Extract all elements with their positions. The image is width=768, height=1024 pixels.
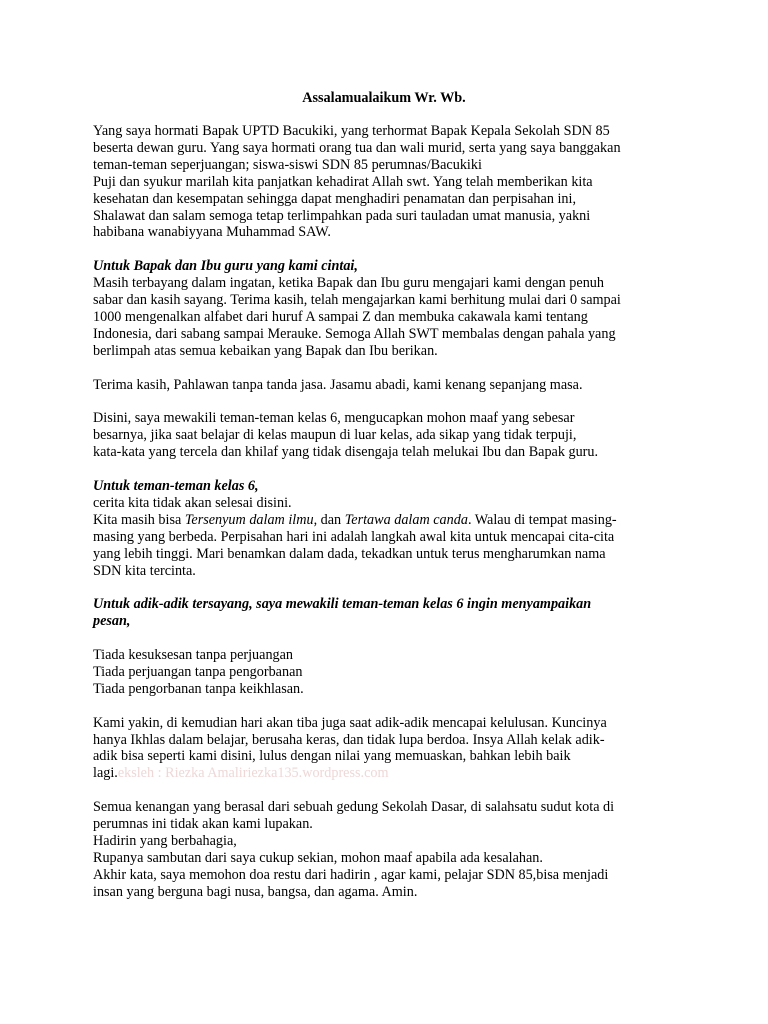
text-line xyxy=(93,512,683,529)
text-line xyxy=(93,765,683,782)
text-line: kata-kata yang tercela dan khilaf yang tidak disengaja telah melukai Ibu dan Bapak guru. xyxy=(93,444,599,461)
text-line: hanya Ikhlas dalam belajar, berusaha keras, dan tidak lupa berdoa. Insya Allah kelak adik- xyxy=(93,731,605,748)
text-line: besarnya, jika saat belajar di kelas maupun di luar kelas, ada sikap yang tidak terpuji, xyxy=(93,427,577,444)
text-line: cerita kita tidak akan selesai disini. xyxy=(93,494,292,511)
text-line: Shalawat dan salam semoga tetap terlimpahkan pada suri tauladan umat manusia, yakni xyxy=(93,207,591,224)
text-line: Kami yakin, di kemudian hari akan tiba juga saat adik-adik mencapai kelulusan. Kuncinya xyxy=(93,714,607,731)
closing-paragraph xyxy=(93,799,683,900)
text-line: Masih terbayang dalam ingatan, ketika Bapak dan Ibu guru mengajari kami dengan penuh xyxy=(93,275,604,292)
poem-line: Tiada perjuangan tanpa pengorbanan xyxy=(93,663,303,680)
text-fragment: . Walau di tempat masing- xyxy=(467,511,617,528)
text-line: SDN kita tercinta. xyxy=(93,562,196,579)
text-line: Indonesia, dari sabang sampai Merauke. Semoga Allah SWT membalas dengan pahala yang xyxy=(93,325,616,342)
italic-phrase: Tersenyum dalam ilmu xyxy=(184,511,314,528)
text-line: sabar dan kasih sayang. Terima kasih, telah mengajarkan kami berhitung mulai dari 0 sampai xyxy=(93,292,621,309)
text-line: adik bisa seperti kami disini, lulus dengan nilai yang memuaskan, bahkan lebih baik xyxy=(93,748,571,765)
poem-line: Tiada pengorbanan tanpa keikhlasan. xyxy=(93,680,304,697)
text-line: Yang saya hormati Bapak UPTD Bacukiki, yang terhormat Bapak Kepala Sekolah SDN 85 xyxy=(93,123,610,139)
text-line: teman-teman seperjuangan; siswa-siswi SDN 85 perumnas/Bacukiki xyxy=(93,156,482,173)
document-title: Assalamualaikum Wr. Wb. xyxy=(302,90,466,106)
text-line: Semua kenangan yang berasal dari sebuah gedung Sekolah Dasar, di salahsatu sudut kota di xyxy=(93,799,615,816)
text-fragment: Kita masih bisa xyxy=(93,511,185,528)
watermark-text: eksleh : Riezka Amaliriezka135.wordpress.com xyxy=(117,765,389,782)
heading-line: Untuk adik-adik tersayang, saya mewakili teman-teman kelas 6 ingin menyampaikan xyxy=(93,596,592,613)
heading-line: pesan, xyxy=(93,613,131,630)
text-line: Akhir kata, saya memohon doa restu dari hadirin , agar kami, pelajar SDN 85,bisa menjadi xyxy=(93,866,609,883)
text-line: yang lebih tinggi. Mari benamkan dalam dada, tekadkan untuk terus mengharumkan nama xyxy=(93,545,606,562)
text-line: Hadirin yang berbahagia, xyxy=(93,832,237,849)
opening-paragraph xyxy=(93,123,683,241)
classmates-heading: Untuk teman-teman kelas 6, xyxy=(93,477,259,494)
text-line: Disini, saya mewakili teman-teman kelas 6, mengucapkan mohon maaf yang sebesar xyxy=(93,410,575,427)
document-body xyxy=(93,123,683,917)
text-line: habibana wanabiyyana Muhammad SAW. xyxy=(93,224,331,241)
younger-students-heading xyxy=(93,596,683,630)
poem-line: Tiada kesuksesan tanpa perjuangan xyxy=(93,647,294,663)
text-fragment: lagi. xyxy=(93,765,118,782)
text-line: perumnas ini tidak akan kami lupakan. xyxy=(93,816,313,833)
thanks-paragraph xyxy=(93,377,683,394)
text-line: insan yang berguna bagi nusa, bangsa, dan agama. Amin. xyxy=(93,883,418,900)
text-line: Rupanya sambutan dari saya cukup sekian, mohon maaf apabila ada kesalahan. xyxy=(93,849,543,866)
poem xyxy=(93,647,683,698)
text-line: berlimpah atas semua kebaikan yang Bapak dan Ibu berikan. xyxy=(93,342,438,359)
teachers-paragraph xyxy=(93,258,683,359)
text-line: 1000 mengenalkan alfabet dari huruf A sampai Z dan membuka cakawala kami tentang xyxy=(93,308,588,325)
text-line: kesehatan dan kesempatan sehingga dapat menghadiri penamatan dan perpisahan ini, xyxy=(93,190,576,207)
classmates-paragraph xyxy=(93,478,683,579)
italic-phrase: Tertawa dalam canda xyxy=(344,511,468,528)
text-line: masing yang berbeda. Perpisahan hari ini adalah langkah awal kita untuk mencapai cita-cita xyxy=(93,528,615,545)
text-line: beserta dewan guru. Yang saya hormati orang tua dan wali murid, serta yang saya banggakan xyxy=(93,139,621,156)
text-fragment: , dan xyxy=(313,511,345,528)
text-line: Puji dan syukur marilah kita panjatkan kehadirat Allah swt. Yang telah memberikan kita xyxy=(93,173,593,190)
apology-paragraph xyxy=(93,410,683,461)
text-line: Terima kasih, Pahlawan tanpa tanda jasa. Jasamu abadi, kami kenang sepanjang masa. xyxy=(93,376,583,393)
teachers-heading: Untuk Bapak dan Ibu guru yang kami cintai, xyxy=(93,258,358,275)
encouragement-paragraph xyxy=(93,715,683,783)
